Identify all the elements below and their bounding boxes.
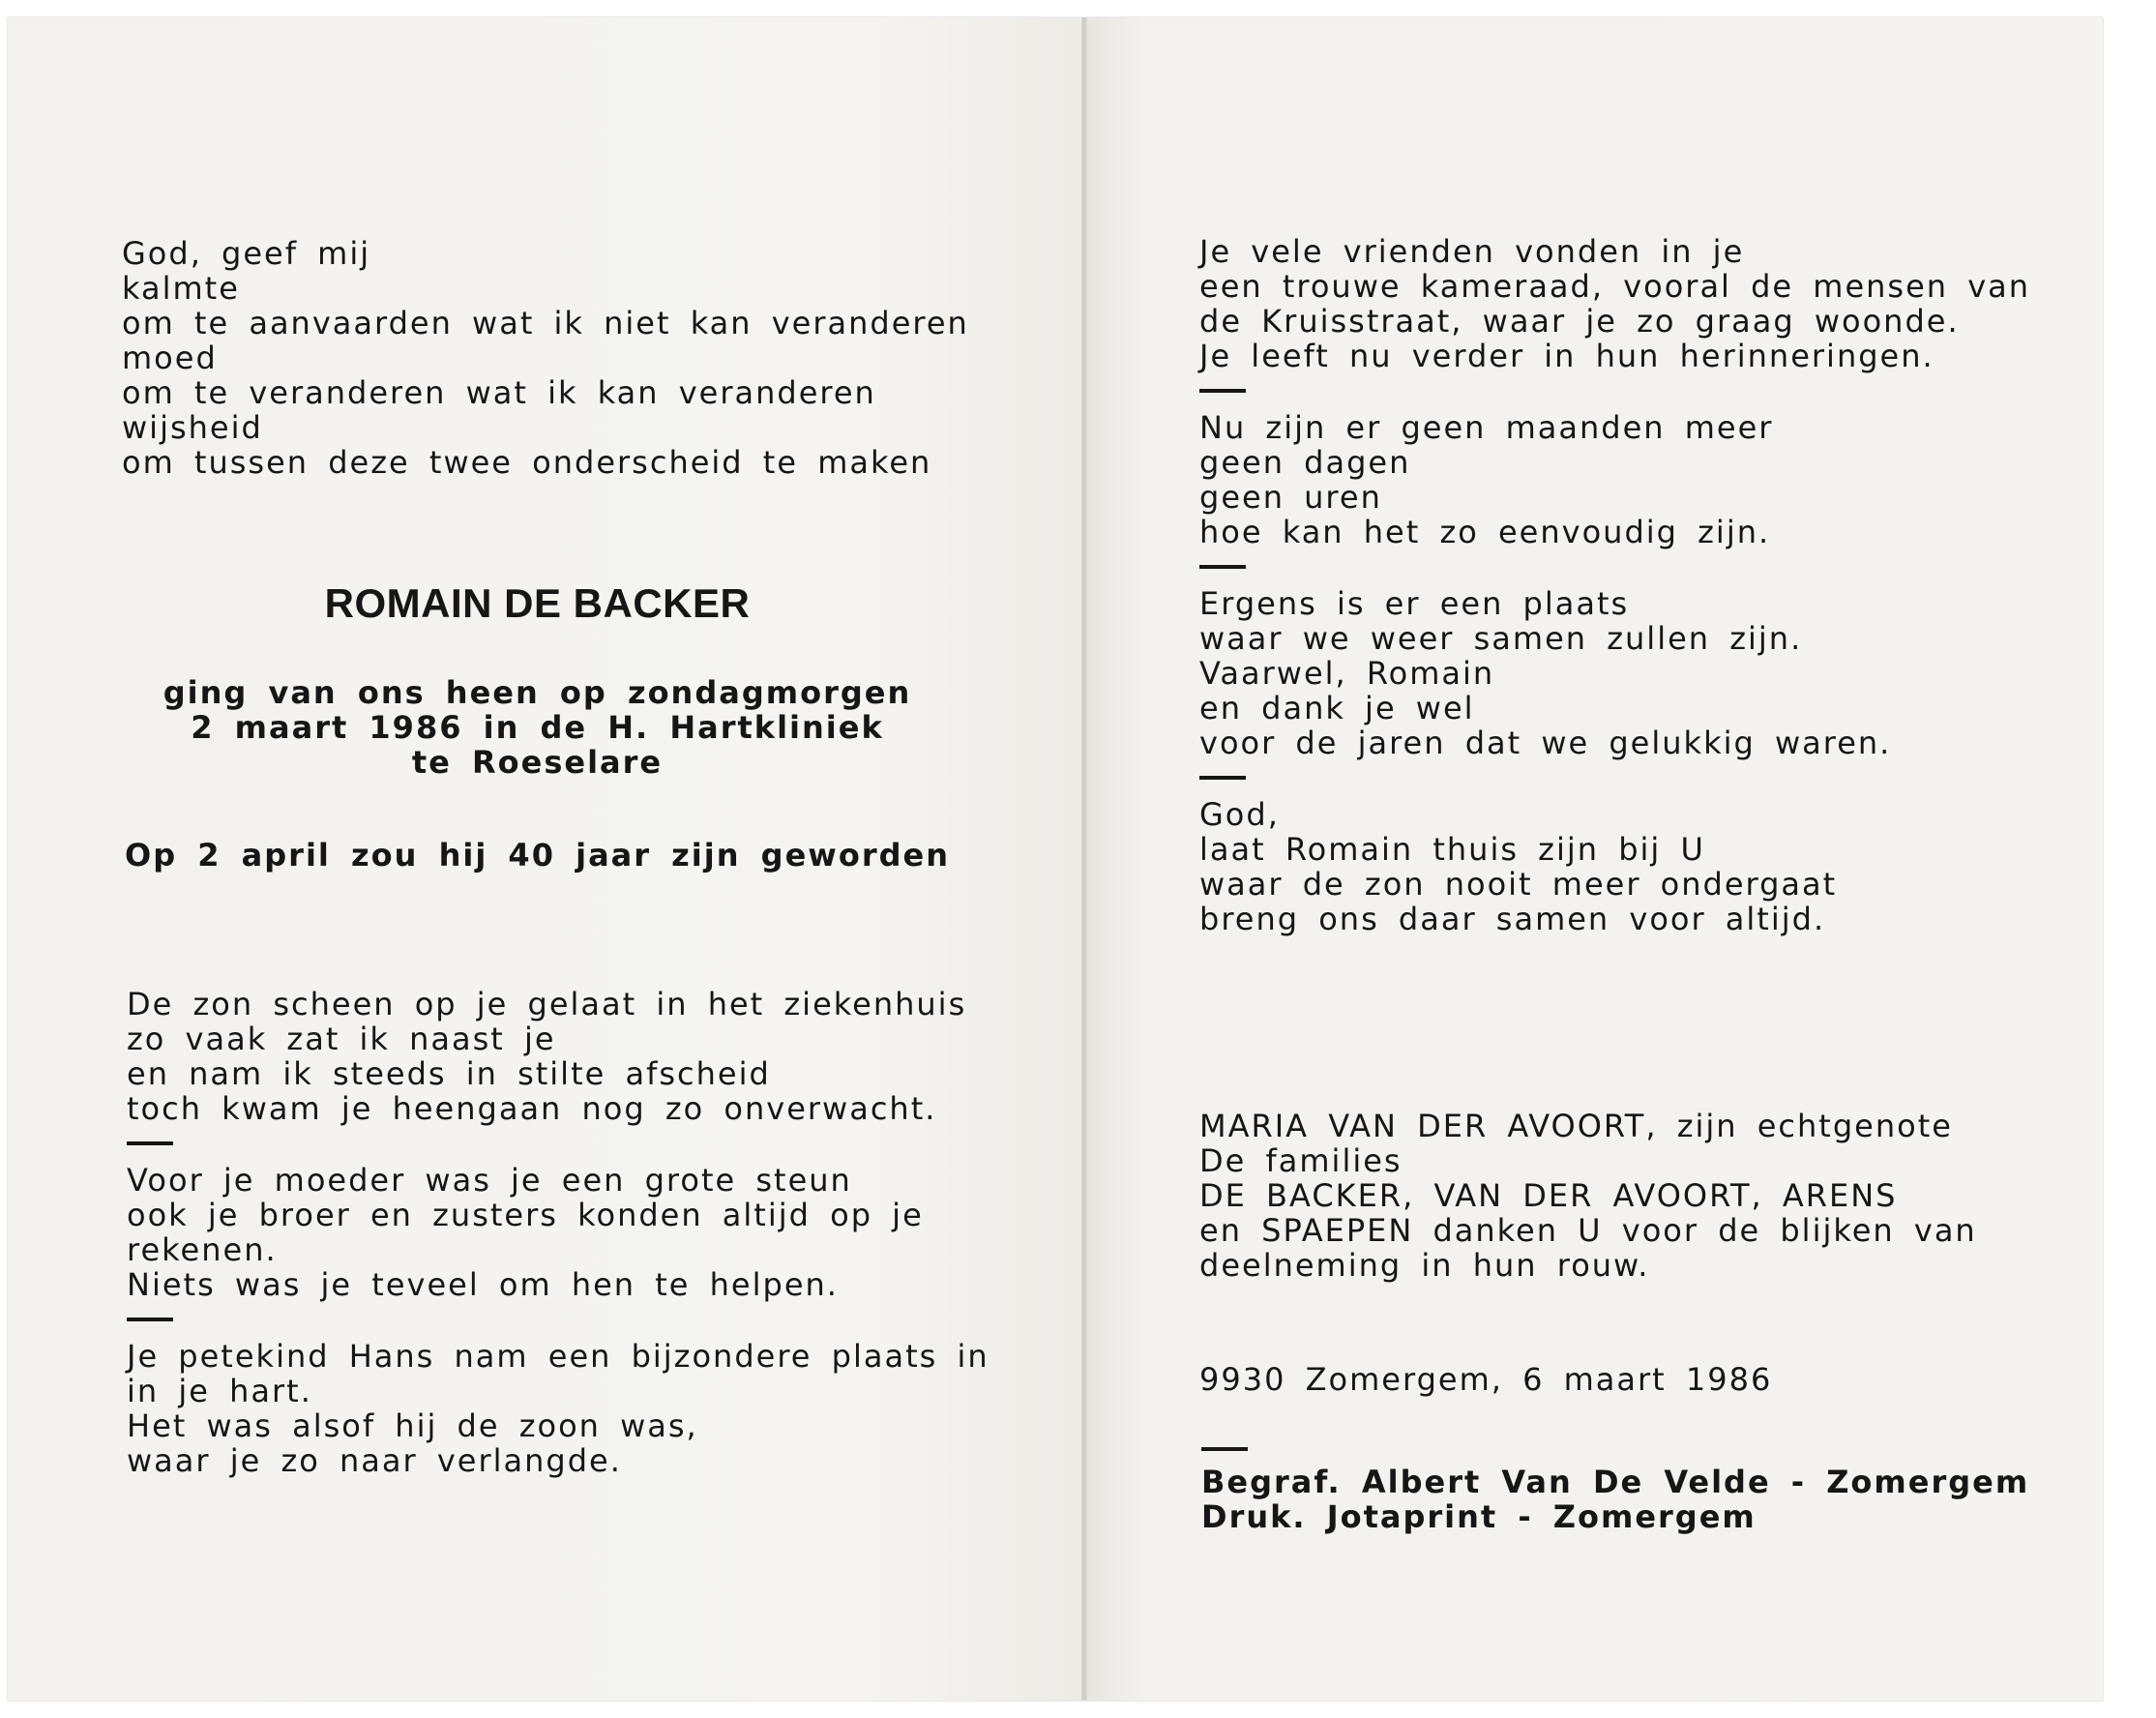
family-line: en SPAEPEN danken U voor de blijken van — [1199, 1212, 1977, 1249]
poem-line: zo vaak zat ik naast je — [127, 1021, 556, 1057]
prayer-line: God, geef mij — [122, 235, 371, 272]
stanza-divider — [127, 1141, 173, 1145]
poem-line: Vaarwel, Romain — [1199, 655, 1495, 692]
poem-line: waar we weer samen zullen zijn. — [1199, 620, 1803, 657]
death-notice-line: ging van ons heen op zondagmorgen — [162, 674, 912, 711]
deceased-name: ROMAIN DE BACKER — [324, 580, 751, 626]
poem-line: waar de zon nooit meer ondergaat — [1199, 866, 1838, 903]
poem-line: rekenen. — [127, 1231, 278, 1268]
poem-line: laat Romain thuis zijn bij U — [1199, 831, 1705, 868]
poem-line: breng ons daar samen voor altijd. — [1199, 901, 1826, 937]
poem-line: Nu zijn er geen maanden meer — [1199, 409, 1774, 446]
poem-line: waar je zo naar verlangde. — [127, 1442, 622, 1479]
poem-line: Je petekind Hans nam een bijzondere plaats in — [127, 1338, 989, 1375]
poem-line: Je leeft nu verder in hun herinneringen. — [1199, 338, 1934, 374]
poem-line: Je vele vrienden vonden in je — [1199, 233, 1745, 270]
prayer-line: om te aanvaarden wat ik niet kan veranderen — [122, 305, 969, 341]
family-line: deelneming in hun rouw. — [1199, 1247, 1650, 1284]
death-notice-line: 2 maart 1986 in de H. Hartkliniek — [191, 709, 884, 746]
poem-line: Niets was je teveel om hen te helpen. — [127, 1266, 839, 1303]
poem-line: en dank je wel — [1199, 690, 1475, 726]
credit-line: Begraf. Albert Van De Velde - Zomergem — [1201, 1464, 2030, 1500]
poem-line: en nam ik steeds in stilte afscheid — [127, 1055, 771, 1092]
credit-line: Druk. Jotaprint - Zomergem — [1201, 1498, 1757, 1535]
prayer-line: om te veranderen wat ik kan veranderen — [122, 374, 876, 411]
poem-line: hoe kan het zo eenvoudig zijn. — [1199, 514, 1771, 550]
credits — [1201, 1447, 2029, 1534]
family-line: DE BACKER, VAN DER AVOORT, ARENS — [1199, 1177, 1898, 1214]
death-notice — [0, 675, 1075, 780]
prayer-line: kalmte — [122, 270, 240, 307]
prayer-line: om tussen deze twee onderscheid te maken — [122, 444, 932, 481]
family-line: MARIA VAN DER AVOORT, zijn echtgenote — [1199, 1108, 1953, 1144]
place-date: 9930 Zomergem, 6 maart 1986 — [1199, 1361, 1773, 1398]
family-acknowledgement — [1199, 1109, 1977, 1283]
poem-line: in je hart. — [127, 1373, 312, 1409]
poem-line: Voor je moeder was je een grote steun — [127, 1162, 852, 1199]
stanza-divider — [1199, 565, 1246, 569]
stanza-divider — [1199, 389, 1246, 393]
poem-line: God, — [1199, 796, 1280, 833]
card-fold — [1081, 17, 1087, 1701]
prayer-line: wijsheid — [122, 409, 263, 446]
poem-line: De zon scheen op je gelaat in het ziekenhuis — [127, 986, 967, 1022]
credits-divider — [1201, 1447, 1248, 1451]
poem-line: Het was alsof hij de zoon was, — [127, 1407, 698, 1444]
right-poem — [1199, 234, 2030, 936]
poem-line: geen uren — [1199, 479, 1382, 516]
poem-line: Ergens is er een plaats — [1199, 585, 1630, 622]
serenity-prayer — [122, 236, 969, 480]
poem-line: een trouwe kameraad, vooral de mensen van — [1199, 268, 2031, 305]
poem-line: voor de jaren dat we gelukkig waren. — [1199, 725, 1892, 761]
poem-line: de Kruisstraat, waar je zo graag woonde. — [1199, 303, 1960, 340]
left-poem — [127, 987, 989, 1478]
stanza-divider — [1199, 776, 1246, 780]
poem-line: ook je broer en zusters konden altijd op je — [127, 1197, 924, 1233]
stanza-divider — [127, 1318, 173, 1321]
poem-line: toch kwam je heengaan nog zo onverwacht. — [127, 1090, 937, 1127]
prayer-line: moed — [122, 340, 218, 376]
poem-line: geen dagen — [1199, 444, 1411, 481]
family-line: De families — [1199, 1142, 1403, 1179]
death-notice-line: te Roeselare — [411, 744, 664, 781]
age-note: Op 2 april zou hij 40 jaar zijn geworden — [125, 837, 950, 874]
